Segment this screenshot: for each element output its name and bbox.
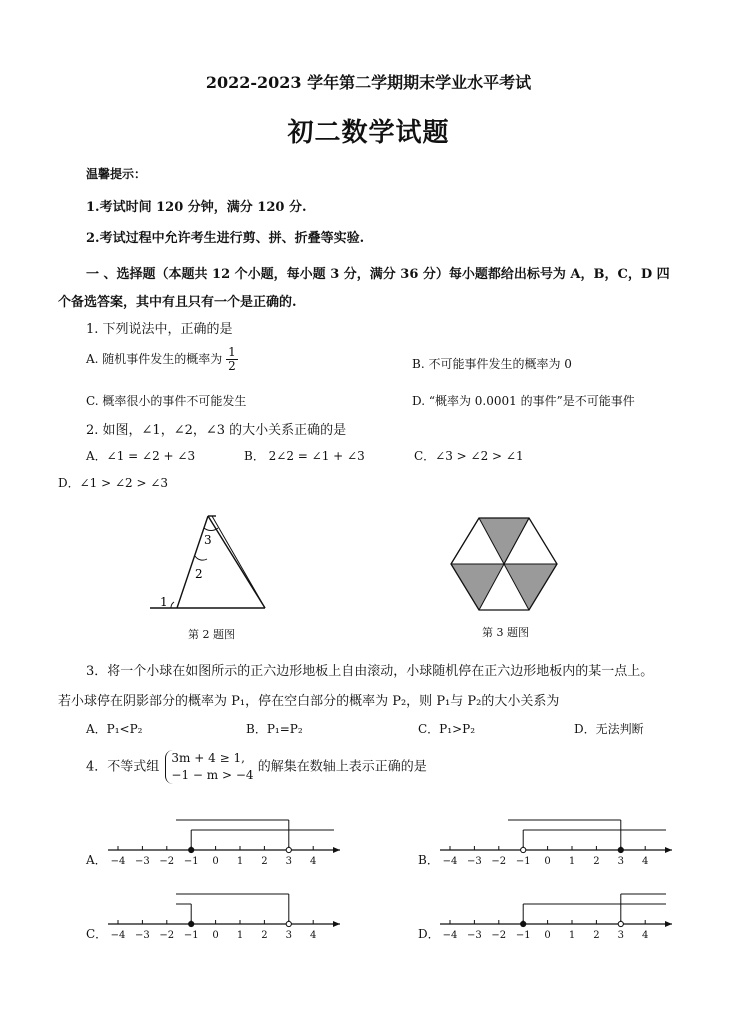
open-endpoint (286, 847, 291, 852)
number-line-b (440, 808, 680, 870)
q3-stem: 3．将一个小球在如图所示的正六边形地板上自由滚动，小球随机停在正六边形地板内的某一点上。 (86, 664, 654, 679)
angle-2-arc (195, 556, 207, 560)
tick-label: −1 (183, 930, 199, 941)
tick-label: 4 (310, 930, 317, 941)
tick-label: 1 (236, 856, 244, 867)
tick-label: 1 (236, 930, 244, 941)
inner-line (451, 518, 479, 564)
tip-item: 2.考试过程中允许考生进行剪、拼、折叠等实验. (86, 231, 365, 246)
closed-endpoint (618, 847, 623, 852)
section-intro: 一 、选择题（本题共 12 个小题，每小题 3 分，满分 36 分）每小题都给出标号为 A，B，C，D 四 (86, 267, 670, 282)
tick-label: 3 (617, 930, 624, 941)
fraction-numerator: 1 (228, 345, 236, 359)
axis-arrow (333, 847, 340, 853)
tick-label: −3 (467, 856, 482, 867)
number-line-c (108, 882, 348, 944)
shaded-region (479, 518, 529, 564)
tick-label: −2 (159, 856, 175, 867)
tip-item: 1.考试时间 120 分钟，满分 120 分. (86, 200, 307, 215)
figure-3-caption: 第 3 题图 (482, 626, 529, 639)
axis-arrow (333, 921, 340, 927)
fraction-one-half (226, 346, 238, 373)
inequality-system (165, 750, 253, 784)
tips-heading: 温馨提示： (86, 167, 147, 181)
q2-option-d: D．∠1 > ∠2 > ∠3 (58, 476, 169, 490)
open-endpoint (618, 921, 623, 926)
q2-option-b: B． 2∠2 = ∠1 + ∠3 (244, 449, 365, 463)
tick-label: −3 (135, 856, 150, 867)
shaded-region (451, 564, 504, 610)
closed-endpoint (189, 921, 194, 926)
tick-label: −2 (491, 930, 507, 941)
q3-stem-cont: 若小球停在阴影部分的概率为 P₁，停在空白部分的概率为 P₂，则 P₁与 P₂的大小关系为 (58, 694, 560, 709)
axis-arrow (665, 847, 672, 853)
triangle-left-side (177, 516, 208, 608)
tick-label: 0 (212, 930, 219, 941)
section-intro-cont: 个备选答案，其中有且只有一个是正确的. (58, 295, 297, 310)
tick-label: 4 (642, 856, 649, 867)
q2-option-a: A．∠1 = ∠2 + ∠3 (86, 449, 196, 463)
q1-stem: 1. 下列说法中，正确的是 (86, 322, 233, 337)
tick-label: 1 (568, 930, 576, 941)
inequality-1: 3m + 4 ≥ 1, (171, 751, 245, 765)
q1-option-a (86, 346, 238, 373)
q2-stem: 2. 如图，∠1，∠2，∠3 的大小关系正确的是 (86, 423, 347, 438)
q2-option-c: C．∠3 > ∠2 > ∠1 (414, 449, 524, 463)
tick-label: 2 (261, 856, 268, 867)
tick-label: 0 (544, 930, 551, 941)
tick-label: 0 (544, 856, 551, 867)
tick-label: −2 (159, 930, 175, 941)
triangle-right-side (208, 516, 265, 608)
angle-1-arc (171, 602, 174, 608)
tick-label: −4 (442, 856, 458, 867)
fraction-denominator: 2 (228, 359, 236, 373)
open-endpoint (286, 921, 291, 926)
angle-label-3: 3 (204, 533, 212, 547)
q4-option-label: C． (86, 927, 108, 941)
number-line-a (108, 808, 348, 870)
q1-option-b: B. 不可能事件发生的概率为 0 (412, 357, 572, 371)
triangle-inner-line (212, 516, 265, 608)
tick-label: −4 (442, 930, 458, 941)
q4-stem-suffix: 的解集在数轴上表示正确的是 (257, 759, 427, 775)
q4-stem (86, 750, 427, 784)
tick-label: 4 (642, 930, 649, 941)
q3-option-c: C．P₁>P₂ (418, 722, 476, 736)
q4-option-label: B． (418, 853, 439, 867)
tick-label: −3 (135, 930, 150, 941)
q1-option-d: D. “概率为 0.0001 的事件”是不可能事件 (412, 394, 635, 408)
inequality-2: −1 − m > −4 (171, 768, 254, 782)
q3-option-d: D．无法判断 (574, 722, 644, 736)
tick-label: 2 (593, 856, 600, 867)
tick-label: −3 (467, 930, 482, 941)
angle-label-2: 2 (195, 567, 203, 581)
axis-arrow (665, 921, 672, 927)
q3-option-b: B．P₁=P₂ (246, 722, 303, 736)
hexagon-figure (448, 512, 568, 616)
q4-option-label: A． (86, 853, 107, 867)
tick-label: −1 (183, 856, 199, 867)
q4-option-label: D． (418, 927, 440, 941)
q1-option-c: C. 概率很小的事件不可能发生 (86, 394, 247, 408)
closed-endpoint (189, 847, 194, 852)
open-endpoint (521, 847, 526, 852)
q3-option-a: A．P₁<P₂ (86, 722, 143, 736)
figure-2-caption: 第 2 题图 (188, 628, 235, 641)
subject-title: 初二数学试题 (287, 118, 450, 148)
q4-stem-prefix: 4．不等式组 (86, 759, 160, 775)
closed-endpoint (521, 921, 526, 926)
tick-label: −4 (110, 856, 126, 867)
tick-label: 0 (212, 856, 219, 867)
tick-label: 1 (568, 856, 576, 867)
tick-label: 4 (310, 856, 317, 867)
tick-label: −1 (515, 856, 531, 867)
number-line-d (440, 882, 680, 944)
exam-title: 2022-2023 学年第二学期期末学业水平考试 (205, 73, 532, 92)
shaded-region (504, 564, 557, 610)
tick-label: −1 (515, 930, 531, 941)
triangle-figure (140, 508, 280, 616)
angle-label-1: 1 (160, 595, 168, 609)
tick-label: 3 (285, 856, 292, 867)
tick-label: 3 (617, 856, 624, 867)
tick-label: −4 (110, 930, 126, 941)
q1-option-a-text: A. 随机事件发生的概率为 (86, 352, 223, 366)
tick-label: −2 (491, 856, 507, 867)
tick-label: 2 (593, 930, 600, 941)
tick-label: 2 (261, 930, 268, 941)
tick-label: 3 (285, 930, 292, 941)
